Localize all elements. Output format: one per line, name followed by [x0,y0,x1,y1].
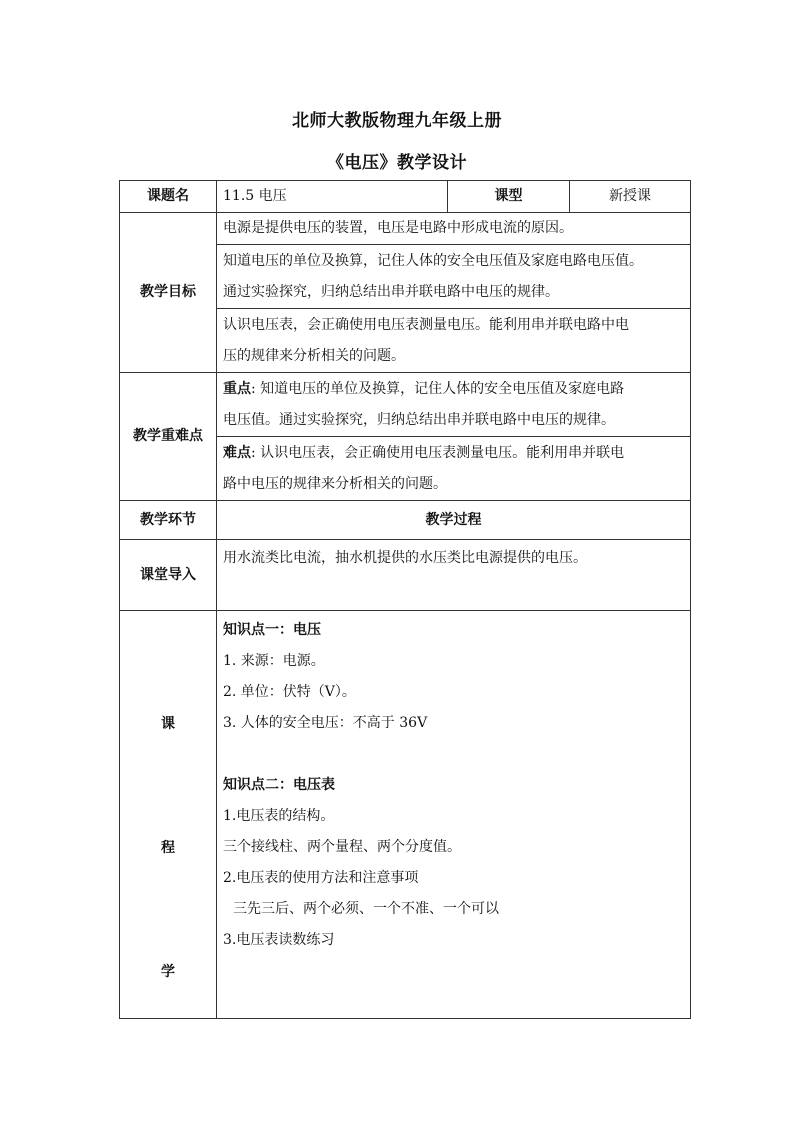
kp2-title: 知识点二：电压表 [223,777,335,793]
difficult-point [217,437,691,501]
stage-char-1: 课 [161,716,175,732]
objective-3-line-1: 认识电压表，会正确使用电压表测量电压。能利用串并联电路中电 [223,316,629,333]
objective-2 [217,245,691,309]
objective-1-text: 电源是提供电压的装置，电压是电路中形成电流的原因。 [223,220,573,236]
kp1-title: 知识点一：电压 [223,622,321,638]
lesson-stage-label [120,611,217,1019]
kp1-item-2: 2. 单位：伏特（V）。 [223,684,356,700]
kp2-line-5: 3.电压表读数练习 [223,932,335,948]
process-header: 教学过程 [217,501,691,540]
document-subtitle: 《电压》教学设计 [327,153,467,173]
key-point-line-2: 电压值。通过实验探究，归纳总结出串并联电路中电压的规律。 [223,411,615,428]
objectives-label: 教学目标 [120,213,217,373]
topic-value: 11.5 电压 [217,181,448,213]
document-title: 北师大教版物理九年级上册 [292,111,502,131]
stage-header: 教学环节 [120,501,217,540]
objective-2-line-2: 通过实验探究，归纳总结出串并联电路中电压的规律。 [223,283,559,300]
difficult-point-title: 难点 [223,444,251,461]
key-point-title: 重点 [223,380,251,397]
stage-char-3: 学 [161,964,175,980]
kp2-line-2: 三个接线柱、两个量程、两个分度值。 [223,839,461,855]
difficult-point-line-2: 路中电压的规律来分析相关的问题。 [223,475,447,492]
lesson-content [217,611,691,1019]
type-label: 课型 [448,181,570,213]
objective-3 [217,309,691,373]
topic-label: 课题名 [120,181,217,213]
objective-3-line-2: 压的规律来分析相关的问题。 [223,347,405,364]
keypoints-label: 教学重难点 [120,373,217,501]
type-value: 新授课 [570,181,691,213]
objective-2-line-1: 知道电压的单位及换算，记住人体的安全电压值及家庭电路电压值。 [223,252,643,269]
intro-text [217,540,691,611]
key-point [217,373,691,437]
key-point-line-1: : 知道电压的单位及换算，记住人体的安全电压值及家庭电路 [251,380,625,397]
intro-label: 课堂导入 [120,540,217,611]
kp2-line-1: 1.电压表的结构。 [223,808,335,824]
lesson-plan-table [119,180,691,1019]
stage-char-2: 程 [161,840,175,856]
kp2-line-3: 2.电压表的使用方法和注意事项 [223,870,419,886]
objective-1 [217,213,691,245]
kp1-item-3: 3. 人体的安全电压：不高于 36V [223,715,428,731]
kp1-item-1: 1. 来源：电源。 [223,653,325,669]
intro-text-line: 用水流类比电流，抽水机提供的水压类比电源提供的电压。 [223,550,587,566]
kp2-line-4: 三先三后、两个必须、一个不准、一个可以 [233,901,499,917]
difficult-point-line-1: : 认识电压表，会正确使用电压表测量电压。能利用串并联电 [251,444,625,461]
